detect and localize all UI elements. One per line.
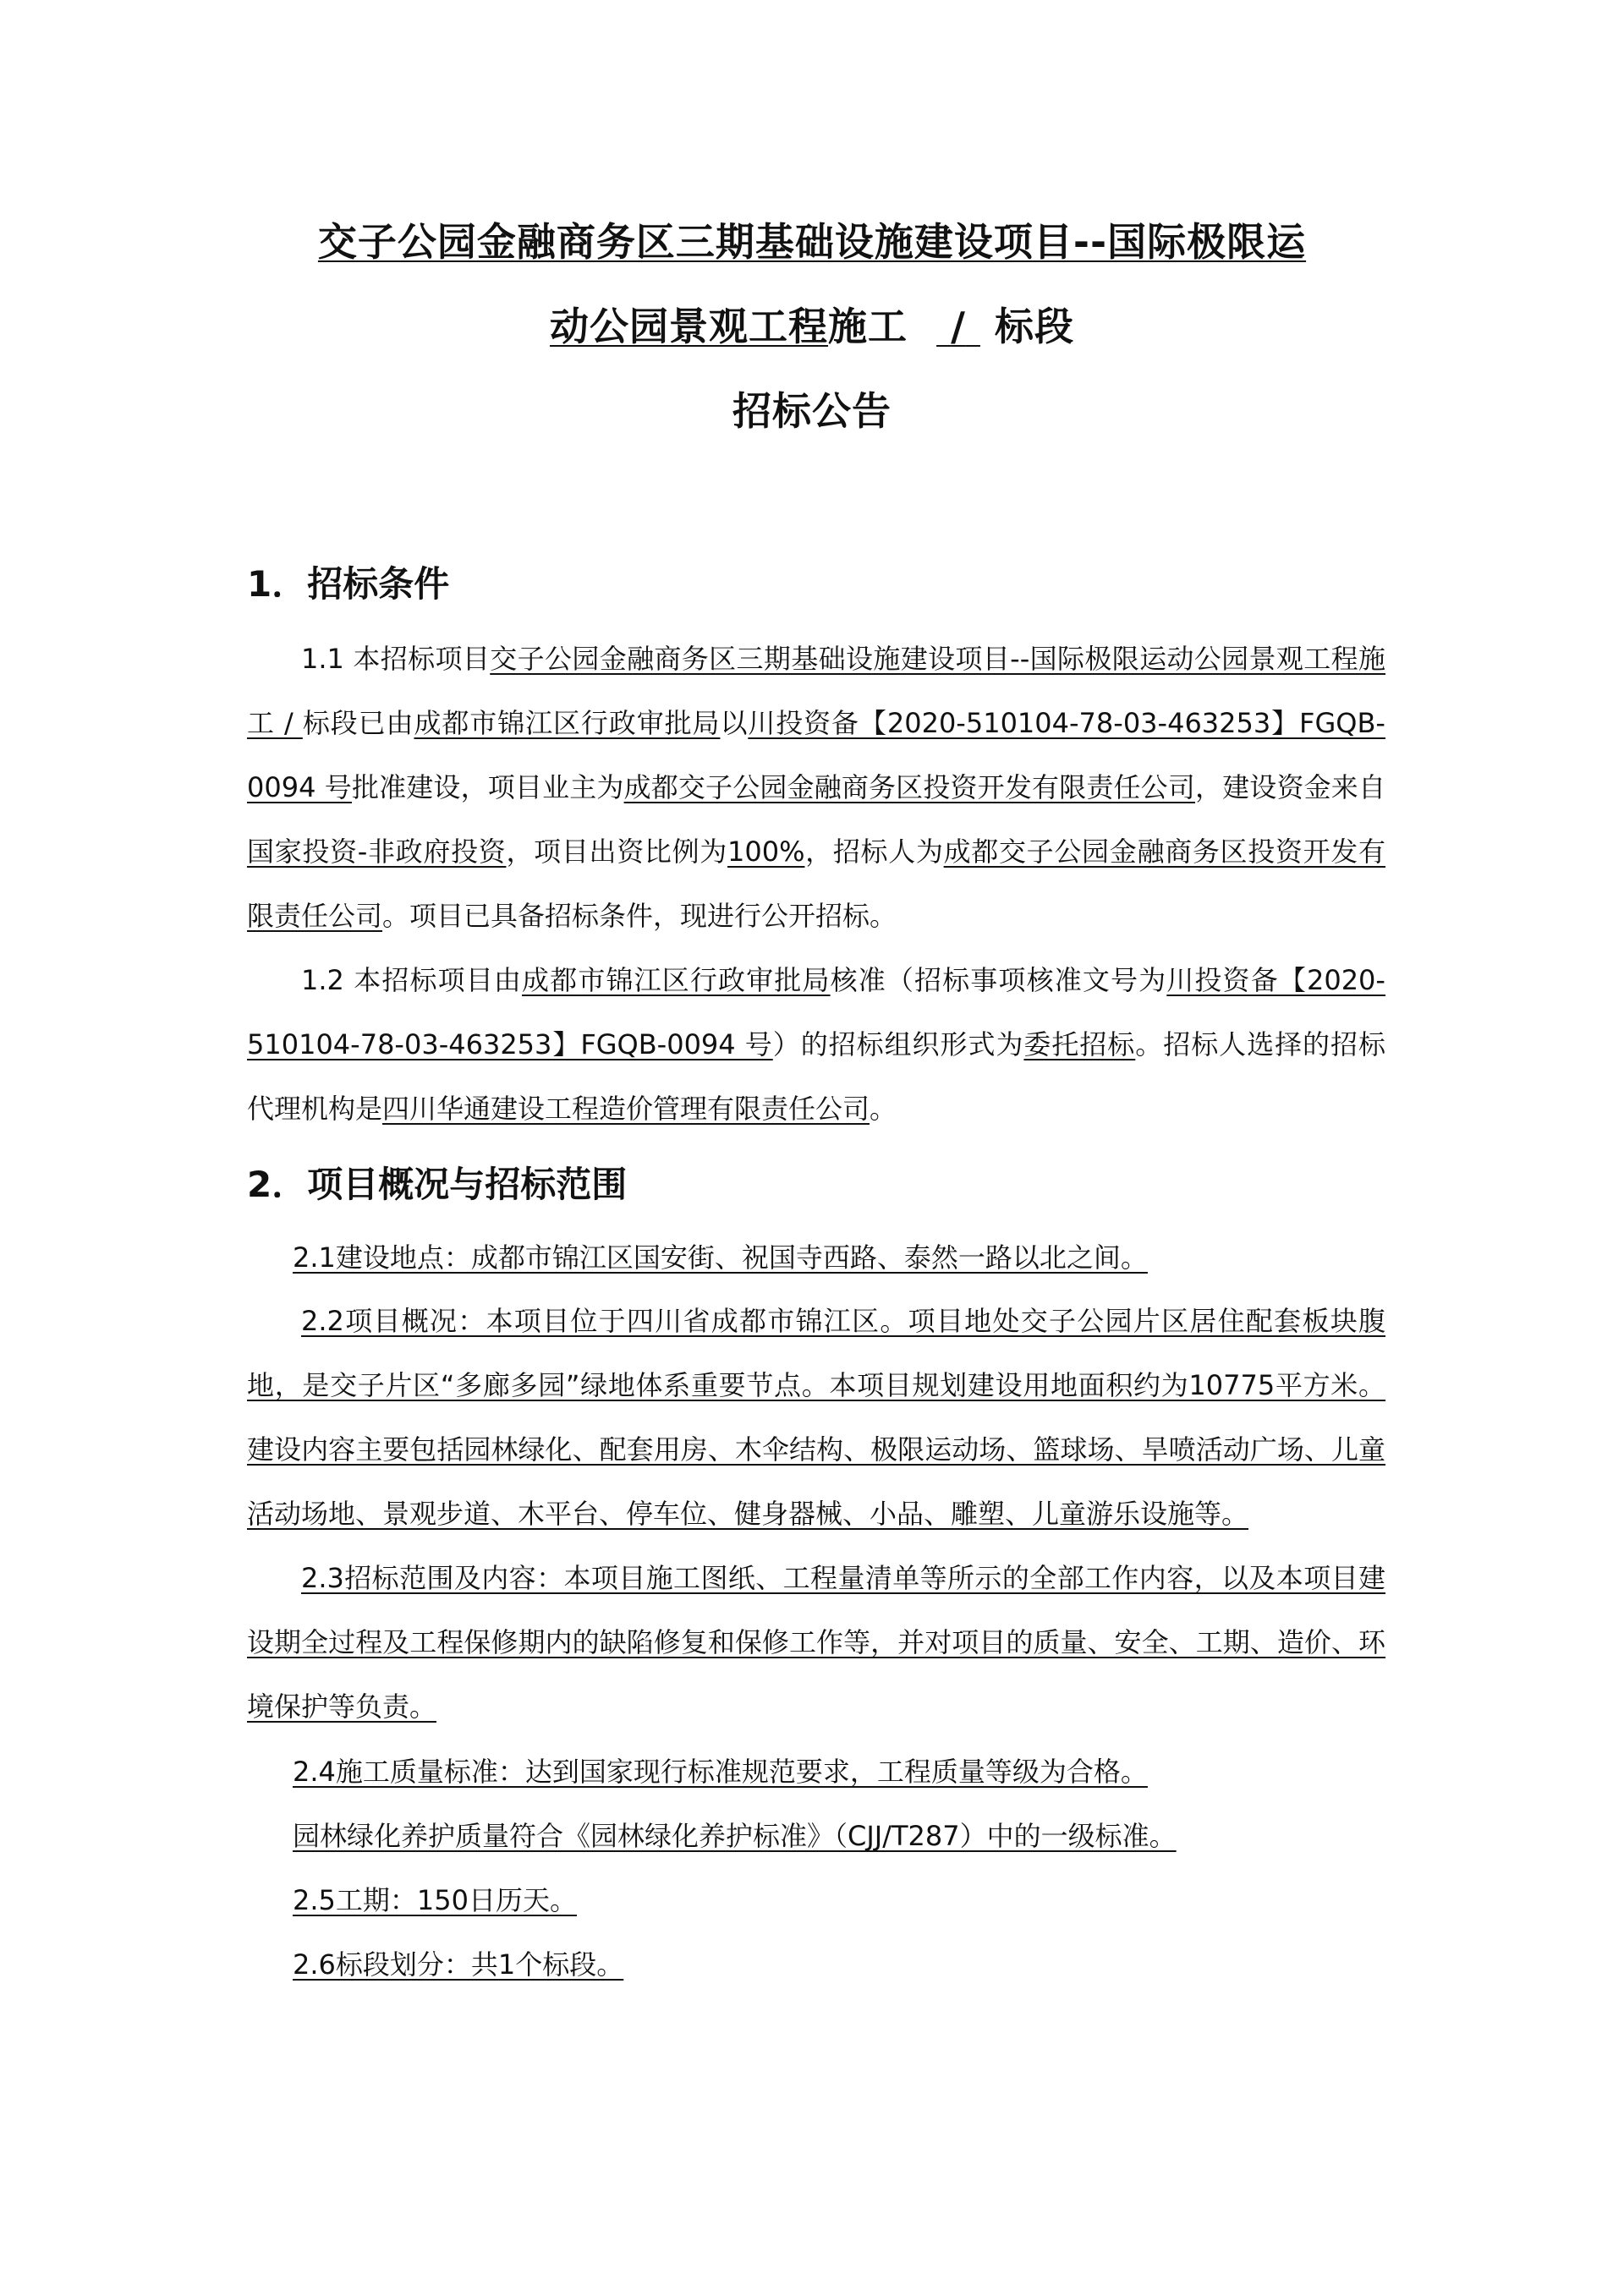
title-text-2a: 动公园景观工程 — [550, 304, 829, 349]
project-name: 交子公园金融商务区三期基础设施建设项目--国际极限运动公园景观工程施工 / — [247, 643, 1385, 739]
item-2-2-overview: 2.2项目概况：本项目位于四川省成都市锦江区。项目地处交子公园片区居住配套板块腹地，是交子片区“多廊多园”绿地体系重要节点。本项目规划建设用地面积约为10775平方米。建设内容主要包括园林绿化、配套用房、木伞结构、极限运动场、篮球场、旱喷活动广场、儿童活动场地、景观步道、木平台、停车位、健身器械、小品、雕塑、儿童游乐设施等。 — [247, 1305, 1385, 1530]
item-2-1-location: 2.1建设地点：成都市锦江区国安街、祝国寺西路、泰然一路以北之间。 — [293, 1241, 1148, 1274]
approver: 成都市锦江区行政审批局 — [414, 707, 721, 739]
item-2-6-sections: 2.6标段划分：共1个标段。 — [293, 1948, 624, 1981]
tender-form: 委托招标 — [1023, 1028, 1136, 1060]
funding-ratio: 100% — [727, 836, 805, 868]
item-2-4-maintenance: 园林绿化养护质量符合《园林绿化养护标准》（CJJ/T287）中的一级标准。 — [293, 1820, 1177, 1852]
document-title: 招标公告 — [732, 388, 892, 434]
title-slash: / — [951, 304, 966, 349]
tenderer: 成都交子公园金融商务区投资开发有限责任公司 — [247, 836, 1385, 932]
item-2-3-scope: 2.3招标范围及内容：本项目施工图纸、工程量清单等所示的全部工作内容，以及本项目建设期全过程及工程保修期内的缺陷修复和保修工作等，并对项目的质量、安全、工期、造价、环境保护等负责。 — [247, 1562, 1385, 1723]
title-text-2b: 施工 — [828, 304, 908, 349]
title-text-2c: 标段 — [994, 304, 1074, 349]
project-owner: 成都交子公园金融商务区投资开发有限责任公司 — [623, 771, 1195, 803]
approval-number: 川投资备【2020-510104-78-03-463253】FGQB-0094 号 — [247, 707, 1385, 803]
item-2-5-duration: 2.5工期：150日历天。 — [293, 1884, 577, 1916]
fund-source: 国家投资-非政府投资 — [247, 836, 507, 868]
section-2-heading: 2．项目概况与招标范围 — [247, 1164, 628, 1205]
section-1-heading: 1．招标条件 — [247, 563, 450, 605]
approver-2: 成都市锦江区行政审批局 — [522, 964, 831, 996]
approval-number-2: 川投资备【2020-510104-78-03-463253】FGQB-0094 号 — [247, 964, 1385, 1060]
title-line-1 — [0, 211, 1624, 267]
item-2-4-quality: 2.4施工质量标准：达到国家现行标准规范要求，工程质量等级为合格。 — [293, 1756, 1148, 1788]
tender-agency: 四川华通建设工程造价管理有限责任公司 — [382, 1093, 870, 1125]
title-line-2 — [0, 296, 1624, 352]
section-1-paragraph-2: 1.2 本招标项目由成都市锦江区行政审批局核准（招标事项核准文号为川投资备【2020-510104-78-03-463253】FGQB-0094 号）的招标组织形式为委托招标。招标人选择的招标代理机构是四川华通建设工程造价管理有限责任公司。 — [247, 964, 1385, 1125]
section-1-paragraph-1: 1.1 本招标项目交子公园金融商务区三期基础设施建设项目--国际极限运动公园景观工程施工 / 标段已由成都市锦江区行政审批局以川投资备【2020-510104-78-03-463253】FGQB-0094 号批准建设，项目业主为成都交子公园金融商务区投资开发有限责任公司，建设资金来自国家投资-非政府投资，项目出资比例为100%，招标人为成都交子公园金融商务区投资开发有限责任公司。项目已具备招标条件，现进行公开招标。 — [247, 643, 1385, 932]
title-text-1: 交子公园金融商务区三期基础设施建设项目--国际极限运 — [317, 219, 1307, 265]
